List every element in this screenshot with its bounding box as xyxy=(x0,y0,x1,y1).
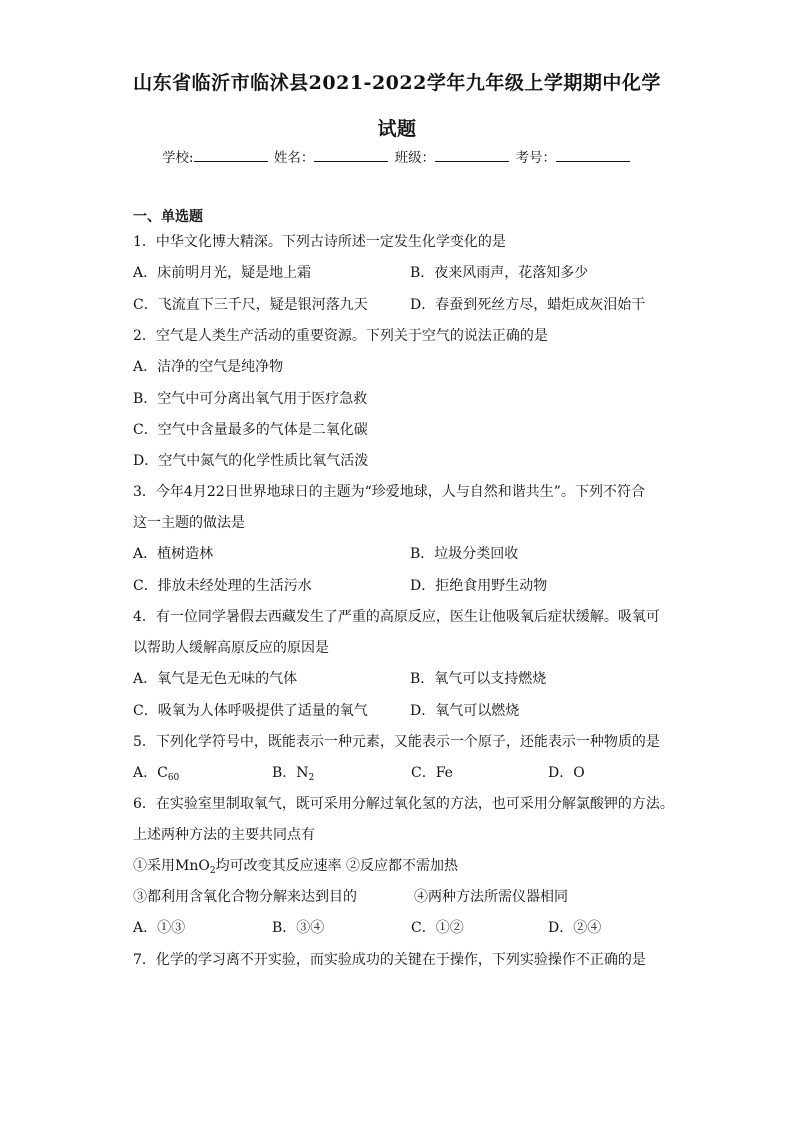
question-3-option-d: D．拒绝食用野生动物 xyxy=(410,578,548,594)
question-2-option-d: D．空气中氮气的化学性质比氧气活泼 xyxy=(133,453,369,469)
question-5-option-d: D．O xyxy=(548,765,585,781)
question-2-option-b: B．空气中可分离出氧气用于医疗急救 xyxy=(133,391,368,407)
question-4-option-c: C．吸氧为人体呼吸提供了适量的氧气 xyxy=(133,703,368,719)
exam-title-line1: 山东省临沂市临沭县2021-2022学年九年级上学期期中化学 xyxy=(133,72,661,94)
question-5-option-b: B．$N_2$ xyxy=(272,765,315,783)
question-6-option-b: B．③④ xyxy=(272,920,325,936)
question-1-option-b: B．夜来风雨声，花落知多少 xyxy=(410,265,589,281)
question-1-option-a: A．床前明月光，疑是地上霜 xyxy=(133,265,312,281)
section-title: 一、单选题 xyxy=(133,209,203,225)
question-6-stem-line2: 上述两种方法的主要共同点有 xyxy=(133,827,315,843)
question-4-stem-line1: 4．有一位同学暑假去西藏发生了严重的高原反应，医生让他吸氧后症状缓解。吸氧可 xyxy=(133,609,660,625)
name-blank[interactable] xyxy=(314,148,388,162)
question-3-option-c: C．排放未经处理的生活污水 xyxy=(133,578,312,594)
question-3-stem-line2: 这一主题的做法是 xyxy=(133,515,245,531)
question-5-option-a: A．$C_{60}$ xyxy=(133,765,180,783)
school-blank[interactable] xyxy=(194,148,268,162)
question-6-point-3: ③都利用含氧化合物分解来达到目的 xyxy=(133,889,357,905)
question-2-stem: 2．空气是人类生产活动的重要资源。下列关于空气的说法正确的是 xyxy=(133,328,548,344)
question-5-stem: 5．下列化学符号中，既能表示一种元素，又能表示一个原子，还能表示一种物质的是 xyxy=(133,734,660,750)
question-3-option-a: A．植树造林 xyxy=(133,546,214,562)
name-label: 姓名： xyxy=(273,150,315,166)
question-4-option-d: D．氧气可以燃烧 xyxy=(410,703,520,719)
question-6-points-1-2: ①采用MnO$_2$均可改变其反应速率 ②反应都不需加热 xyxy=(133,858,459,876)
question-3-option-b: B．垃圾分类回收 xyxy=(410,546,519,562)
question-1-option-d: D．春蚕到死丝方尽，蜡炬成灰泪始干 xyxy=(410,297,646,313)
exam-number-blank[interactable] xyxy=(556,148,630,162)
question-6-stem-line1: 6．在实验室里制取氧气，既可采用分解过氧化氢的方法，也可采用分解氯酸钾的方法。 xyxy=(133,796,674,812)
class-label: 班级： xyxy=(394,150,436,166)
question-4-stem-line2: 以帮助人缓解高原反应的原因是 xyxy=(133,640,329,656)
question-4-option-b: B．氧气可以支持燃烧 xyxy=(410,671,547,687)
question-5-option-c: C．Fe xyxy=(411,765,453,781)
question-3-stem-line1: 3．今年4月22日世界地球日的主题为“珍爱地球，人与自然和谐共生”。下列不符合 xyxy=(133,484,645,500)
student-info-fields xyxy=(162,146,632,166)
question-1-option-c: C．飞流直下三千尺，疑是银河落九天 xyxy=(133,297,368,313)
question-6-option-c: C．①② xyxy=(411,920,464,936)
question-2-option-c: C．空气中含量最多的气体是二氧化碳 xyxy=(133,422,368,438)
school-label: 学校: xyxy=(162,150,194,166)
exam-number-label: 考号： xyxy=(515,150,556,166)
question-1-stem: 1．中华文化博大精深。下列古诗所述一定发生化学变化的是 xyxy=(133,234,506,250)
question-6-option-d: D．②④ xyxy=(548,920,602,936)
question-6-point-4: ④两种方法所需仪器相同 xyxy=(414,889,568,905)
question-6-option-a: A．①③ xyxy=(133,920,186,936)
exam-title-line2: 试题 xyxy=(377,118,417,140)
question-2-option-a: A．洁净的空气是纯净物 xyxy=(133,359,284,375)
question-4-option-a: A．氧气是无色无味的气体 xyxy=(133,671,298,687)
class-blank[interactable] xyxy=(435,148,509,162)
question-7-stem: 7．化学的学习离不开实验，而实验成功的关键在于操作，下列实验操作不正确的是 xyxy=(133,952,646,968)
